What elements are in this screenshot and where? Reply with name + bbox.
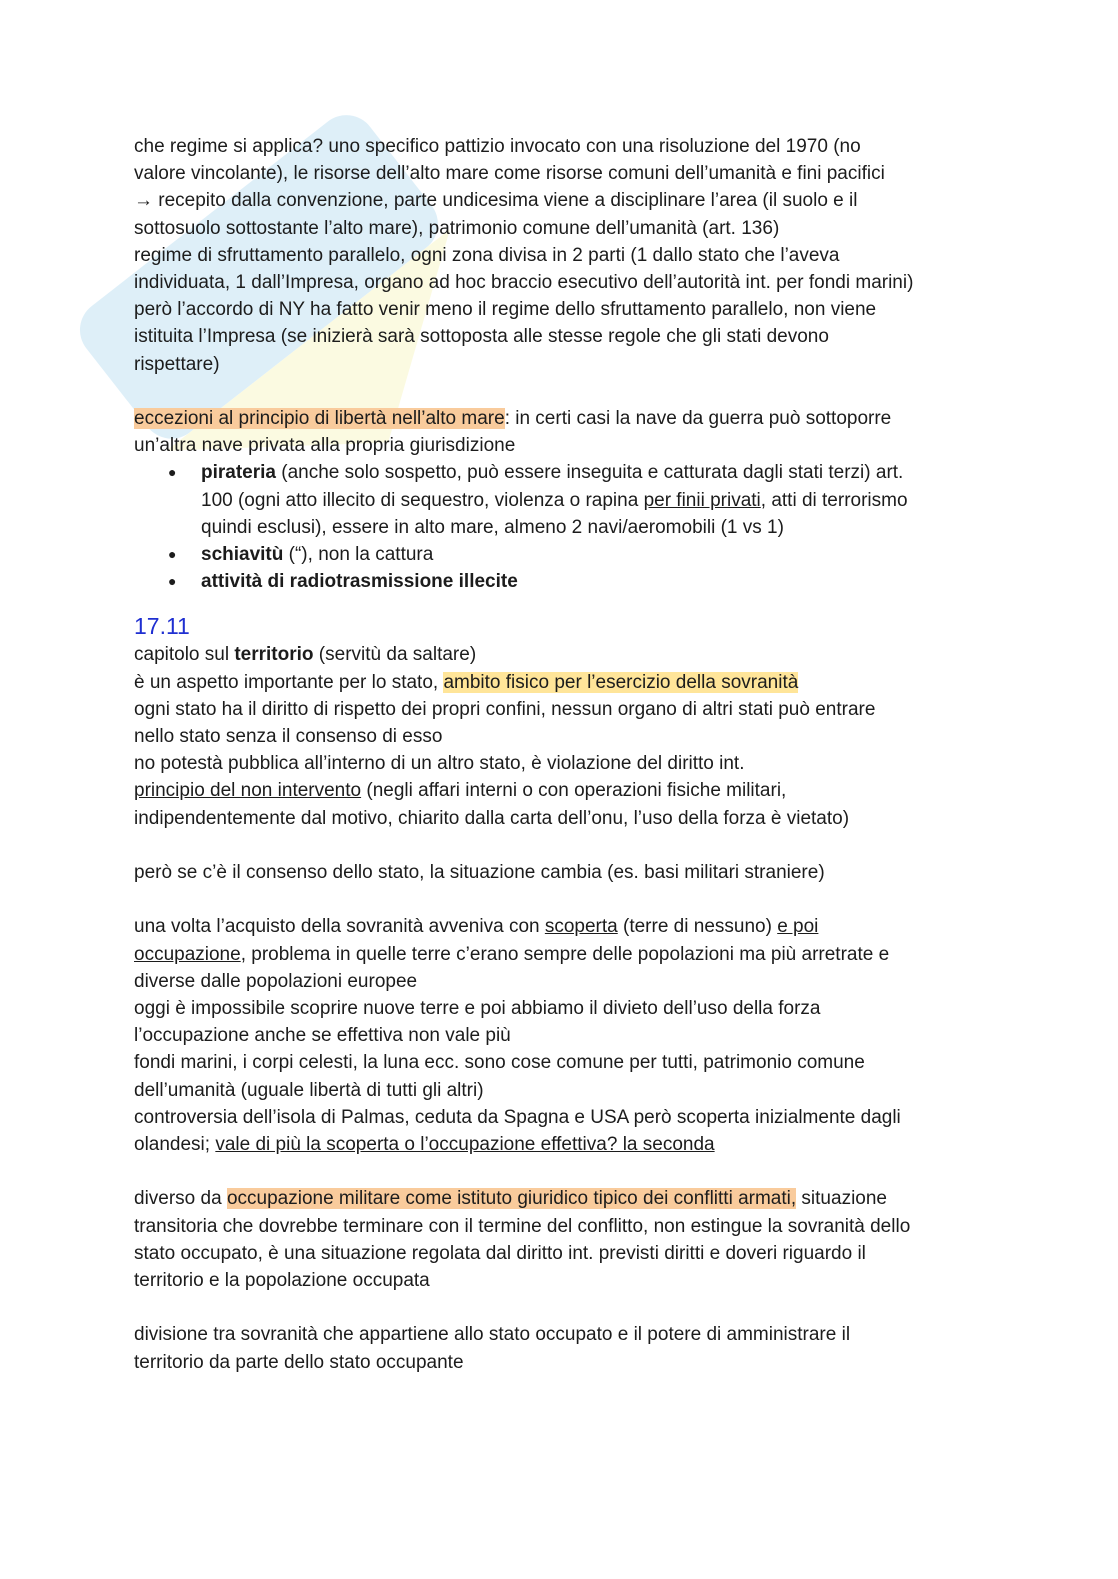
text-line: regime di sfruttamento parallelo, ogni zona divisa in 2 parti (1 dallo stato che l’aveva bbox=[134, 244, 840, 266]
text-line: istituita l’Impresa (se inizierà sarà sottoposta alle stesse regole che gli stati devono bbox=[134, 326, 829, 348]
highlighted-term: eccezioni al principio di libertà nell’alto mare bbox=[134, 408, 505, 430]
text-line: territorio da parte dello stato occupante bbox=[134, 1351, 464, 1373]
exceptions-paragraph bbox=[134, 405, 984, 432]
text-span: : in certi casi la nave da guerra può sottoporre bbox=[504, 408, 892, 430]
text-line: però l’accordo di NY ha fatto venir meno il regime dello sfruttamento parallelo, non viene bbox=[134, 299, 877, 321]
highlighted-term: occupazione militare come istituto giuridico tipico dei conflitti armati, bbox=[226, 1188, 797, 1210]
text-line: sottosuolo sottostante l’alto mare), patrimonio comune dell’umanità (art. 136) bbox=[134, 217, 780, 239]
underlined-text: e poi bbox=[777, 916, 819, 938]
bold-term: schiavitù bbox=[201, 544, 284, 566]
text-line: oggi è impossibile scoprire nuove terre e poi abbiamo il divieto dell’uso della forza bbox=[134, 998, 821, 1020]
bold-term: attività di radiotrasmissione illecite bbox=[201, 571, 518, 593]
text-line: occupazione, problema in quelle terre c’erano sempre delle popolazioni ma più arretrate e bbox=[134, 943, 890, 965]
text-line: diverse dalle popolazioni europee bbox=[134, 970, 418, 992]
text-line: ogni stato ha il diritto di rispetto dei propri confini, nessun organo di altri stati può entrare bbox=[134, 698, 876, 720]
text-line: no potestà pubblica all’interno di un altro stato, è violazione del diritto int. bbox=[134, 753, 745, 775]
text-line: indipendentemente dal motivo, chiarito dalla carta dell’onu, l’uso della forza è vietato) bbox=[134, 807, 850, 829]
bold-term: pirateria bbox=[201, 462, 276, 484]
section-heading: 17.11 bbox=[134, 613, 190, 640]
highlighted-term: ambito fisico per l’esercizio della sovranità bbox=[443, 671, 799, 693]
list-item: ● schiavitù (“), non la cattura bbox=[201, 541, 984, 568]
text-line: una volta l’acquisto della sovranità avveniva con scoperta (terre di nessuno) e poi bbox=[134, 916, 819, 938]
text-line: è un aspetto importante per lo stato, ambito fisico per l’esercizio della sovranità bbox=[134, 671, 799, 693]
text-line: che regime si applica? uno specifico pattizio invocato con una risoluzione del 1970 (no bbox=[134, 136, 861, 157]
text-line: un’altra nave privata alla propria giurisdizione bbox=[134, 435, 516, 457]
underlined-text: vale di più la scoperta o l’occupazione effettiva? la seconda bbox=[215, 1134, 715, 1156]
underlined-text: per finii privati bbox=[643, 489, 761, 511]
list-item bbox=[201, 568, 984, 595]
text-line: divisione tra sovranità che appartiene allo stato occupato e il potere di amministrare il bbox=[134, 1324, 851, 1346]
text-line: olandesi; vale di più la scoperta o l’occupazione effettiva? la seconda bbox=[134, 1134, 715, 1156]
text-line: nello stato senza il consenso di esso bbox=[134, 726, 443, 748]
text-line: fondi marini, i corpi celesti, la luna ecc. sono cose comune per tutti, patrimonio comune bbox=[134, 1052, 865, 1074]
exceptions-list bbox=[134, 459, 984, 595]
text-line: → recepito dalla convenzione, parte undicesima viene a disciplinare l’area (il suolo e il bbox=[134, 190, 858, 212]
underlined-text: principio del non intervento bbox=[134, 780, 362, 802]
text-line: l’occupazione anche se effettiva non vale più bbox=[134, 1025, 511, 1047]
text-line: transitoria che dovrebbe terminare con il termine del conflitto, non estingue la sovranità dello bbox=[134, 1215, 911, 1237]
text-line: rispettare) bbox=[134, 353, 220, 375]
text-line: dell’umanità (uguale libertà di tutti gli altri) bbox=[134, 1079, 484, 1101]
document-body bbox=[134, 133, 984, 1376]
text-line: principio del non intervento (negli affari interni o con operazioni fisiche militari, bbox=[134, 780, 787, 802]
bold-term: territorio bbox=[234, 644, 314, 666]
text-line: capitolo sul territorio (servitù da saltare) bbox=[134, 644, 477, 666]
underlined-text: occupazione bbox=[134, 943, 241, 965]
underlined-text: scoperta bbox=[544, 916, 618, 938]
text-line: territorio e la popolazione occupata bbox=[134, 1270, 430, 1292]
text-line: valore vincolante), le risorse dell’alto mare come risorse comuni dell’umanità e fini pacifici bbox=[134, 163, 885, 185]
list-item: ● pirateria (anche solo sospetto, può essere inseguita e catturata dagli stati terzi) art. 100 (ogni atto illecito di sequestro, violenza o rapina per finii privati, atti di terrorismo quindi esclusi), essere in alto mare, almeno 2 navi/aeromobili (1 vs 1) bbox=[201, 459, 984, 541]
text-line: individuata, 1 dall’Impresa, organo ad hoc braccio esecutivo dell’autorità int. per fondi marini) bbox=[134, 272, 914, 294]
text-line: però se c’è il consenso dello stato, la situazione cambia (es. basi militari straniere) bbox=[134, 862, 825, 884]
text-line: diverso da occupazione militare come istituto giuridico tipico dei conflitti armati, situazione bbox=[134, 1188, 887, 1210]
text-line: stato occupato, è una situazione regolata dal diritto int. previsti diritti e doveri riguardo il bbox=[134, 1242, 866, 1264]
text-line: controversia dell’isola di Palmas, ceduta da Spagna e USA però scoperta inizialmente dagli bbox=[134, 1106, 901, 1128]
